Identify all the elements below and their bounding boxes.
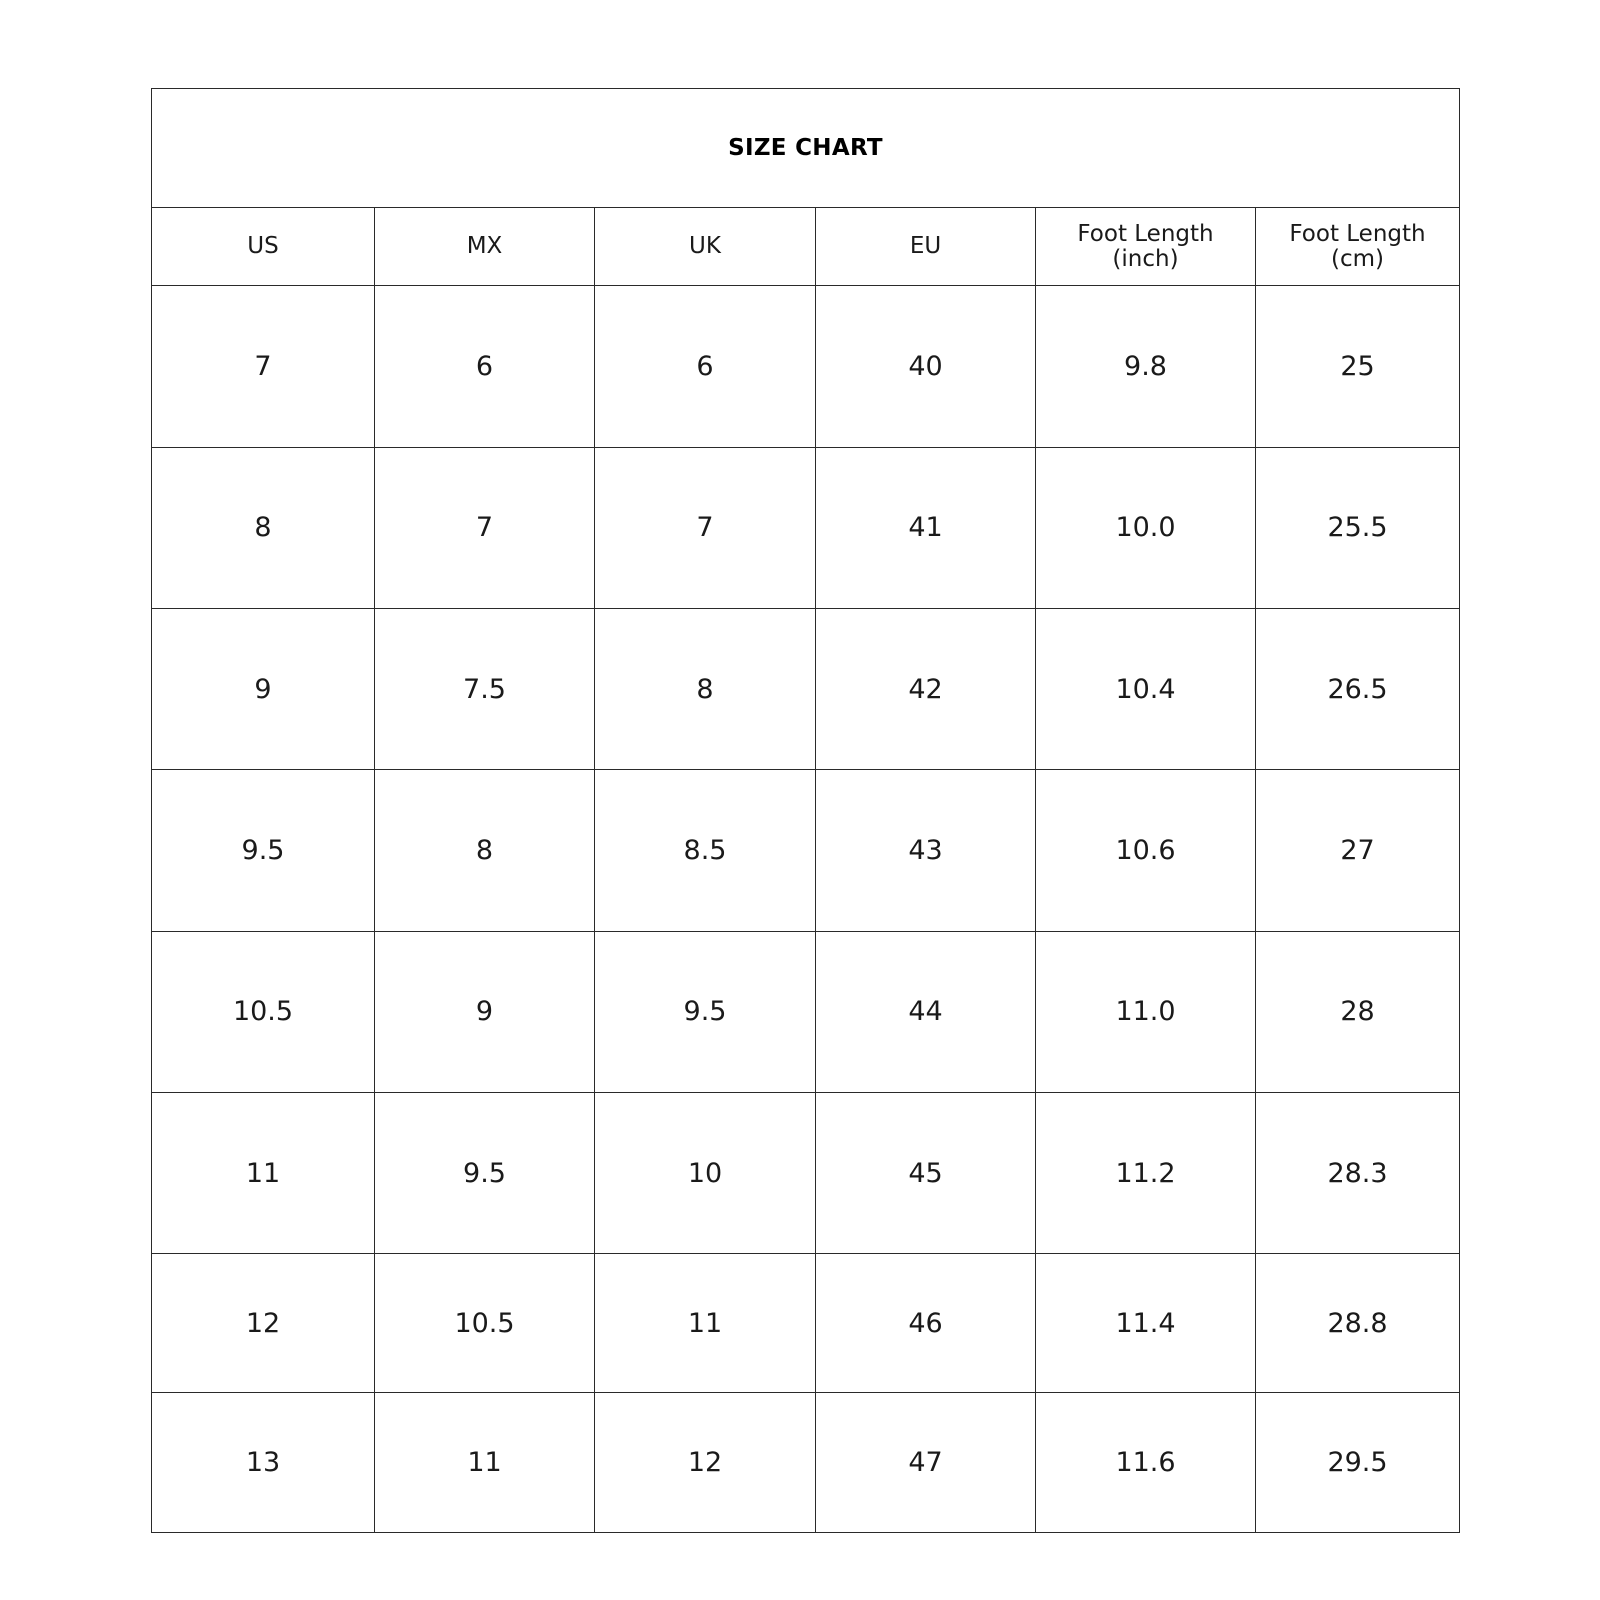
- cell-us: 11: [152, 1093, 375, 1254]
- cell-mx: 9: [375, 931, 595, 1092]
- table-row: [152, 931, 1460, 1092]
- cell-us: 10.5: [152, 931, 375, 1092]
- cell-eu: 42: [816, 609, 1036, 770]
- cell-foot-length-inch: 10.0: [1036, 447, 1256, 608]
- cell-foot-length-cm: 28.3: [1256, 1093, 1460, 1254]
- cell-us: 9.5: [152, 770, 375, 931]
- table-row: [152, 1392, 1460, 1532]
- cell-eu: 40: [816, 286, 1036, 447]
- cell-foot-length-cm: 28: [1256, 931, 1460, 1092]
- cell-foot-length-inch: 11.0: [1036, 931, 1256, 1092]
- column-header-foot-length-inch: Foot Length (inch): [1036, 208, 1256, 286]
- header-row: [152, 208, 1460, 286]
- cell-foot-length-cm: 25.5: [1256, 447, 1460, 608]
- cell-eu: 45: [816, 1093, 1036, 1254]
- cell-eu: 41: [816, 447, 1036, 608]
- cell-mx: 6: [375, 286, 595, 447]
- column-header-uk: UK: [595, 208, 816, 286]
- cell-uk: 8.5: [595, 770, 816, 931]
- cell-us: 7: [152, 286, 375, 447]
- cell-mx: 7.5: [375, 609, 595, 770]
- cell-foot-length-cm: 29.5: [1256, 1392, 1460, 1532]
- column-header-foot-length-cm: Foot Length (cm): [1256, 208, 1460, 286]
- cell-us: 13: [152, 1392, 375, 1532]
- table-row: [152, 609, 1460, 770]
- cell-mx: 7: [375, 447, 595, 608]
- cell-eu: 43: [816, 770, 1036, 931]
- cell-us: 9: [152, 609, 375, 770]
- cell-uk: 12: [595, 1392, 816, 1532]
- size-chart: [151, 88, 1459, 1533]
- table-row: [152, 1093, 1460, 1254]
- size-chart-table: [151, 88, 1460, 1533]
- cell-uk: 7: [595, 447, 816, 608]
- cell-foot-length-cm: 28.8: [1256, 1254, 1460, 1392]
- cell-uk: 6: [595, 286, 816, 447]
- cell-foot-length-inch: 11.6: [1036, 1392, 1256, 1532]
- table-row: [152, 770, 1460, 931]
- column-header-us: US: [152, 208, 375, 286]
- column-header-eu: EU: [816, 208, 1036, 286]
- cell-mx: 11: [375, 1392, 595, 1532]
- table-row: [152, 286, 1460, 447]
- cell-mx: 8: [375, 770, 595, 931]
- cell-uk: 8: [595, 609, 816, 770]
- cell-eu: 44: [816, 931, 1036, 1092]
- cell-foot-length-inch: 11.4: [1036, 1254, 1256, 1392]
- cell-uk: 9.5: [595, 931, 816, 1092]
- cell-foot-length-cm: 27: [1256, 770, 1460, 931]
- cell-foot-length-inch: 10.4: [1036, 609, 1256, 770]
- chart-title: SIZE CHART: [152, 89, 1460, 208]
- cell-foot-length-inch: 10.6: [1036, 770, 1256, 931]
- cell-foot-length-cm: 25: [1256, 286, 1460, 447]
- title-row: [152, 89, 1460, 208]
- cell-eu: 46: [816, 1254, 1036, 1392]
- cell-foot-length-inch: 11.2: [1036, 1093, 1256, 1254]
- cell-mx: 9.5: [375, 1093, 595, 1254]
- cell-us: 12: [152, 1254, 375, 1392]
- cell-us: 8: [152, 447, 375, 608]
- cell-foot-length-cm: 26.5: [1256, 609, 1460, 770]
- table-row: [152, 1254, 1460, 1392]
- cell-foot-length-inch: 9.8: [1036, 286, 1256, 447]
- column-header-mx: MX: [375, 208, 595, 286]
- cell-uk: 11: [595, 1254, 816, 1392]
- cell-eu: 47: [816, 1392, 1036, 1532]
- cell-uk: 10: [595, 1093, 816, 1254]
- table-row: [152, 447, 1460, 608]
- cell-mx: 10.5: [375, 1254, 595, 1392]
